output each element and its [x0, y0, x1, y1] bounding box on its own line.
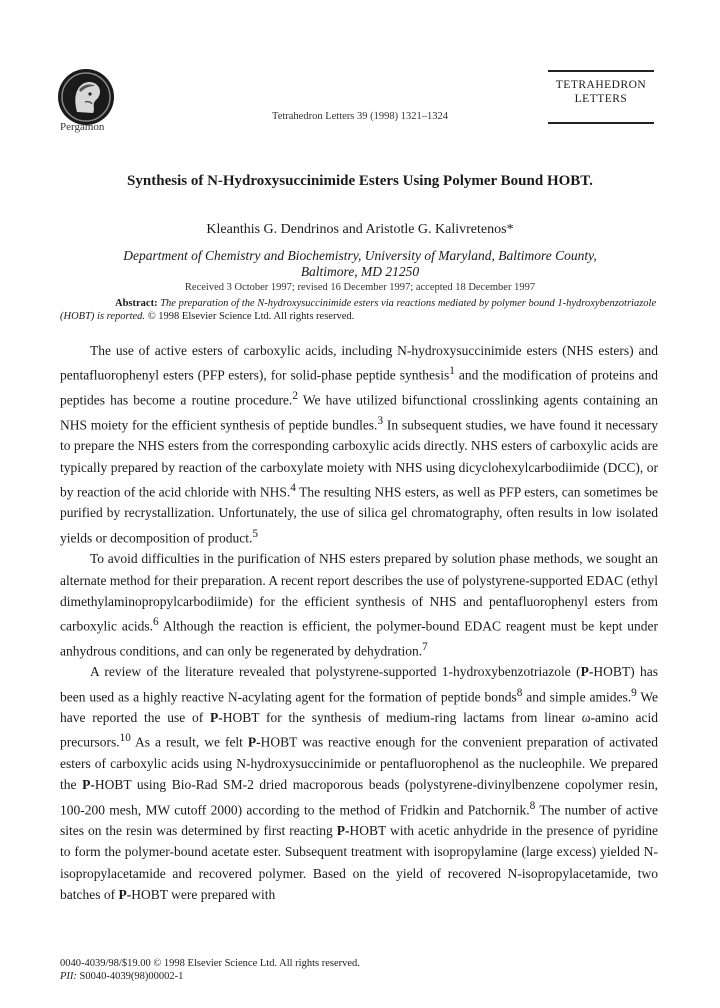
footer-pii: [60, 970, 360, 983]
pii-value: S0040-4039(98)00002-1: [76, 971, 184, 982]
journal-rule-bottom: [548, 122, 654, 124]
paragraph-1: [60, 340, 658, 548]
abstract-copyright: © 1998 Elsevier Science Ltd. All rights reserved.: [147, 311, 355, 322]
article-title: Synthesis of N-Hydroxysuccinimide Esters Using Polymer Bound HOBT.: [127, 173, 593, 189]
text-run: To avoid difficulties in the purification of NHS esters prepared by solution phase methods, we sought an alternate method for their preparation. A recent report describes the use of polystyrene-supported EDAC (ethyl dimethylaminopropylcarbodiimide) for the efficient synthesis of NHS and pentafluorophenyl esters from carboxylic acids.: [60, 551, 658, 634]
citation-ref: 5: [252, 527, 258, 540]
footer: [60, 957, 360, 983]
article-authors: Kleanthis G. Dendrinos and Aristotle G. Kalivretenos*: [206, 222, 514, 237]
text-run: HOBT for the synthesis of medium-ring lactams from linear ω-amino acid precursors.: [60, 710, 658, 750]
text-run: In subsequent studies, we have found it necessary to prepare the NHS esters from the corresponding carboxylic acids directly. NHS esters of carboxylic acids are typically prepared by reaction of the carboxylate moiety with NHS using dicyclohexylcarbodiimide (DCC), or by reaction of the acid chloride with NHS.: [60, 417, 658, 500]
journal-block: [548, 70, 654, 124]
citation-ref: 2: [292, 389, 298, 402]
paragraph-2: [60, 548, 658, 661]
footer-copyright: 0040-4039/98/$19.00 © 1998 Elsevier Science Ltd. All rights reserved.: [60, 958, 360, 969]
citation-ref: 8: [516, 686, 523, 699]
abstract: [60, 297, 660, 323]
text-run: We have utilized bifunctional crosslinking agents containing an NHS moiety for the efficient synthesis of peptide bundles.: [60, 392, 658, 433]
journal-rule-top: [548, 70, 654, 72]
citation-ref: 9: [631, 686, 637, 699]
abstract-text: The preparation of the N-hydroxysuccinimide esters via reactions mediated by polymer bound 1-hydroxybenzotriazole (HOBT) is reported.: [60, 298, 657, 322]
journal-name-line1: TETRAHEDRON: [555, 79, 647, 91]
text-run: HOBT with acetic anhydride in the presence of pyridine to form the polymer-bound acetate ester. Subsequent treatment with isopropylamine (large excess) yielded N-isopropylacetamide and recovered polymer. Based on the yield of recovered N-isopropylacetamide, two batches of: [60, 823, 658, 902]
text-run: The resulting NHS esters, as well as PFP esters, can sometimes be purified by recrystallization. Unfortunately, the use of silica gel chromatography, often results in low isolated yields or decomposition of product.: [60, 484, 658, 546]
citation-ref: 3: [377, 414, 384, 427]
bold-term: P-: [209, 710, 223, 726]
citation-ref: 8: [529, 799, 536, 812]
author-affiliation: Department of Chemistry and Biochemistry, University of Maryland, Baltimore County, Baltimore, MD 21250: [123, 248, 597, 279]
bold-term: P-: [336, 823, 350, 839]
citation-ref: 4: [290, 481, 296, 494]
bold-term: P-: [118, 886, 132, 902]
text-run: Although the reaction is efficient, the polymer-bound EDAC reagent must be kept under anhydrous conditions, and can only be regenerated by dehydration.: [60, 618, 658, 659]
bold-term: P-: [82, 777, 95, 793]
text-run: We have reported the use of: [60, 689, 658, 726]
publisher-name: Pergamon: [60, 121, 105, 133]
text-run: The use of active esters of carboxylic acids, including N-hydroxysuccinimide esters (NHS esters) and pentafluorophenyl esters (PFP esters), for solid-phase peptide synthesis: [60, 343, 658, 383]
paragraph-3: [60, 661, 658, 905]
text-run: and the modification of proteins and peptides has become a routine procedure.: [60, 367, 658, 408]
text-run: The number of active sites on the resin was determined by first reacting: [60, 802, 658, 839]
pii-label: PII:: [60, 971, 77, 982]
text-run: HOBT were prepared with: [131, 886, 276, 902]
citation-ref: 10: [119, 732, 131, 745]
article-body: [60, 340, 658, 905]
journal-name-line2: LETTERS: [574, 93, 628, 105]
citation-ref: 6: [152, 615, 159, 628]
bold-term: P-: [580, 664, 594, 680]
text-run: As a result, we felt: [130, 734, 248, 750]
journal-citation: Tetrahedron Letters 39 (1998) 1321–1324: [272, 111, 448, 122]
text-run: HOBT using Bio-Rad SM-2 dried macroporous beads (polystyrene-divinylbenzene copolymer resin, 100-200 mesh, MW cutoff 2000) according to the method of Fridkin and Patchornik.: [60, 777, 659, 818]
received-dates: Received 3 October 1997; revised 16 December 1997; accepted 18 December 1997: [184, 282, 536, 293]
text-run: and simple amides.: [522, 689, 632, 705]
text-run: A review of the literature revealed that polystyrene-supported 1-hydroxybenzotriazole (: [90, 664, 581, 680]
citation-ref: 1: [449, 365, 455, 378]
text-run: HOBT) has been used as a highly reactive N-acylating agent for the formation of peptide bonds: [60, 664, 658, 705]
bold-term: P-: [247, 734, 261, 750]
abstract-label: Abstract:: [115, 298, 158, 309]
text-run: HOBT was reactive enough for the convenient preparation of activated esters of carboxylic acids using N-hydroxysuccinimide or pentafluorophenol as the nucleophile. We prepared the: [60, 734, 658, 793]
citation-ref: 7: [422, 640, 428, 653]
